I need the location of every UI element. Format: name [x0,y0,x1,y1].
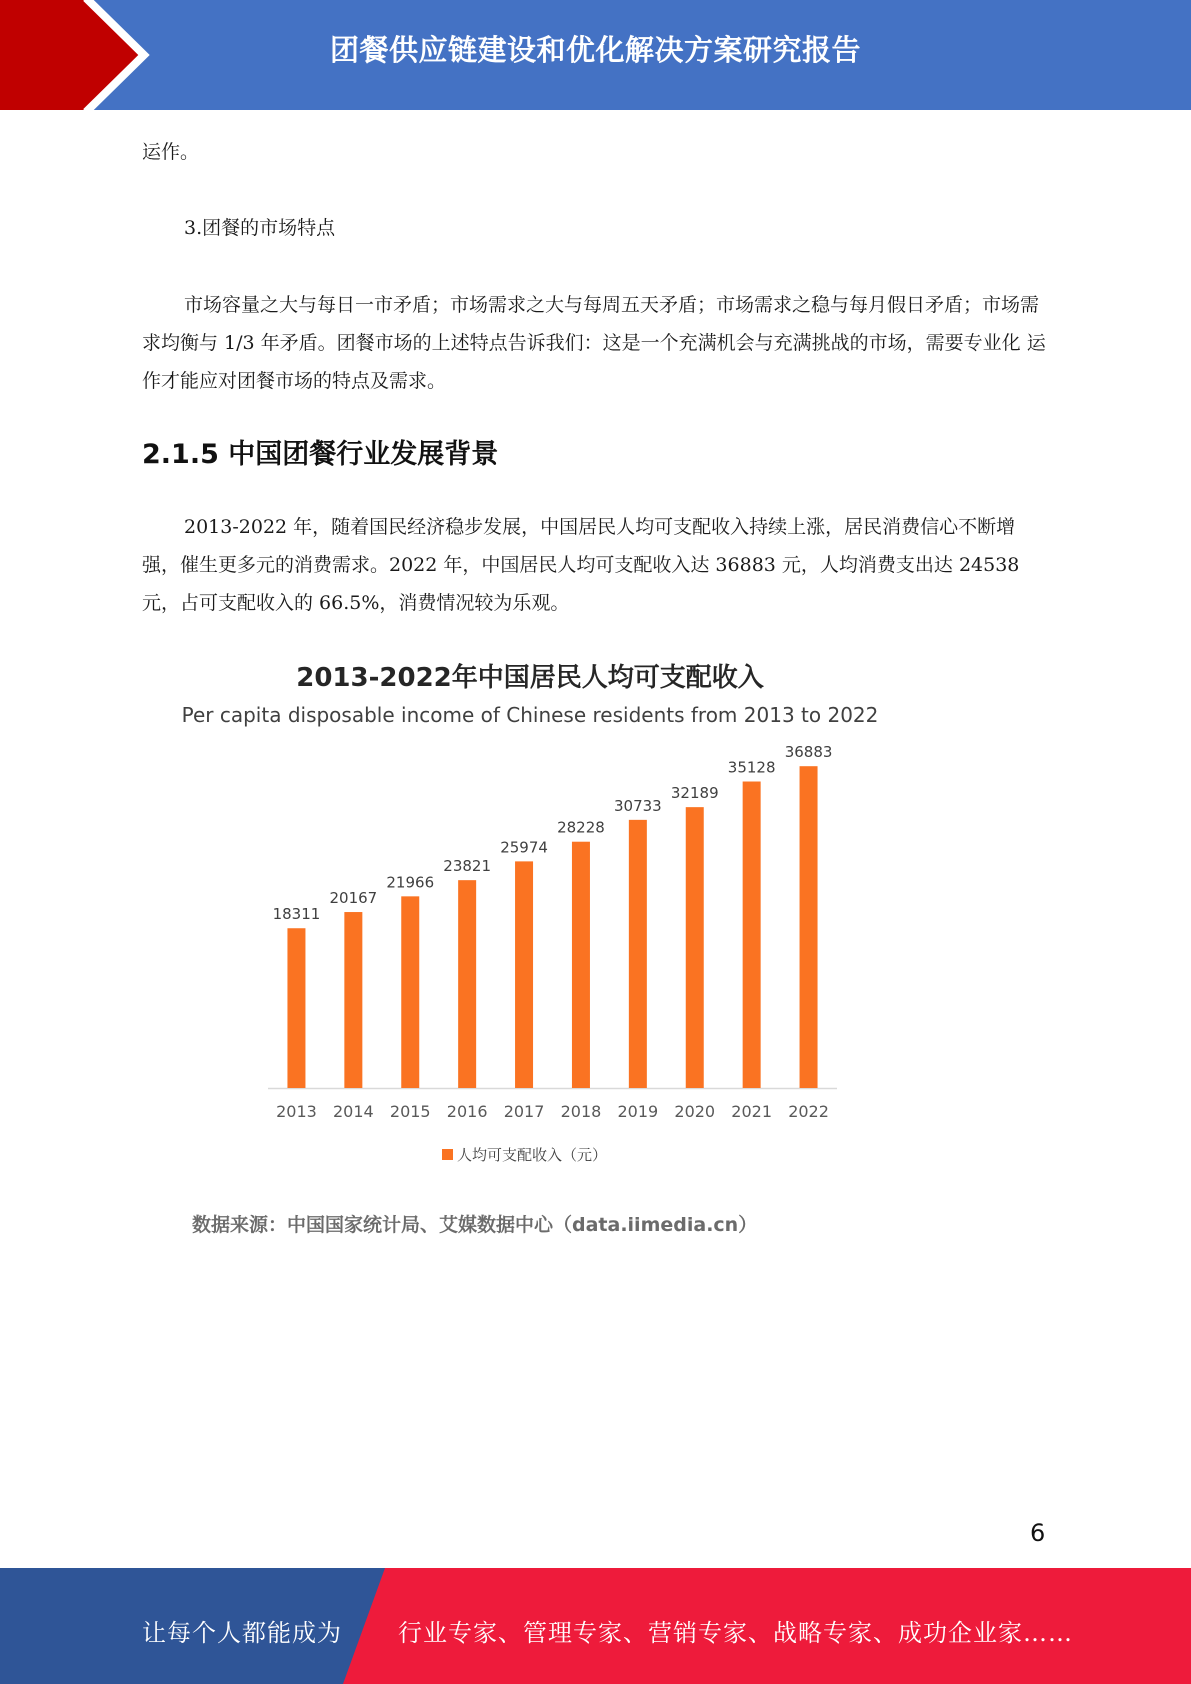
page-number: 6 [1030,1519,1046,1547]
x-tick-label: 2022 [788,1102,829,1121]
chart-plot [180,645,900,1205]
bar [686,807,704,1088]
x-tick-label: 2018 [560,1102,602,1121]
bar [572,842,590,1088]
paragraph-background: 2013-2022 年，随着国民经济稳步发展，中国居民人均可支配收入持续上涨，居民消费信心不断增强，催生更多元的消费需求。2022 年，中国居民人均可支配收入达 36883 元，人均消费支出达 24538 元，占可支配收入的 66.5%，消费情况较为乐观。 [142,516,1020,614]
chart-title: 2013-2022年中国居民人均可支配收入 [296,663,764,693]
x-tick-label: 2016 [446,1102,488,1121]
chart-source: 数据来源：中国国家统计局、艾媒数据中心（data.iimedia.cn） [192,1214,758,1236]
bar [458,880,476,1088]
income-chart [180,645,900,1245]
paragraph-continuation: 运作。 [142,141,200,163]
x-tick-label: 2017 [503,1102,545,1121]
data-label: 35128 [727,758,776,777]
page-footer [0,1568,1191,1684]
data-label: 18311 [272,905,321,924]
bar [629,820,647,1088]
x-tick-label: 2019 [617,1102,659,1121]
subsection-title: 3.团餐的市场特点 [184,217,336,239]
footer-slogan-right: 行业专家、管理专家、营销专家、战略专家、成功企业家…… [398,1619,1073,1647]
bar [800,766,818,1088]
x-tick-label: 2014 [332,1102,374,1121]
x-tick-label: 2015 [389,1102,431,1121]
legend-swatch [442,1149,453,1160]
bar [344,912,362,1088]
section-heading: 2.1.5 中国团餐行业发展背景 [142,439,499,470]
chart-subtitle: Per capita disposable income of Chinese residents from 2013 to 2022 [181,703,879,727]
bar [287,928,305,1088]
page-header [0,0,1191,110]
data-label: 23821 [443,857,492,876]
x-tick-label: 2013 [276,1102,317,1121]
data-label: 21966 [386,873,435,892]
data-label: 25974 [500,838,548,857]
data-label: 28228 [557,818,605,837]
data-label: 32189 [670,784,719,803]
data-label: 20167 [329,889,378,908]
footer-slogan-left: 让每个人都能成为 [142,1619,342,1647]
bar [743,782,761,1088]
data-label: 30733 [613,796,662,815]
data-label: 36883 [784,743,833,762]
x-tick-label: 2020 [674,1102,716,1121]
bar [401,896,419,1088]
paragraph-market-features: 市场容量之大与每日一市矛盾；市场需求之大与每周五天矛盾；市场需求之稳与每月假日矛盾；市场需求均衡与 1/3 年矛盾。团餐市场的上述特点告诉我们：这是一个充满机会与充满挑战的市场，需要专业化 运作才能应对团餐市场的特点及需求。 [142,294,1046,392]
legend-label: 人均可支配收入（元） [457,1146,608,1164]
bar [515,861,533,1088]
x-tick-label: 2021 [731,1102,773,1121]
report-title: 团餐供应链建设和优化解决方案研究报告 [329,33,861,67]
